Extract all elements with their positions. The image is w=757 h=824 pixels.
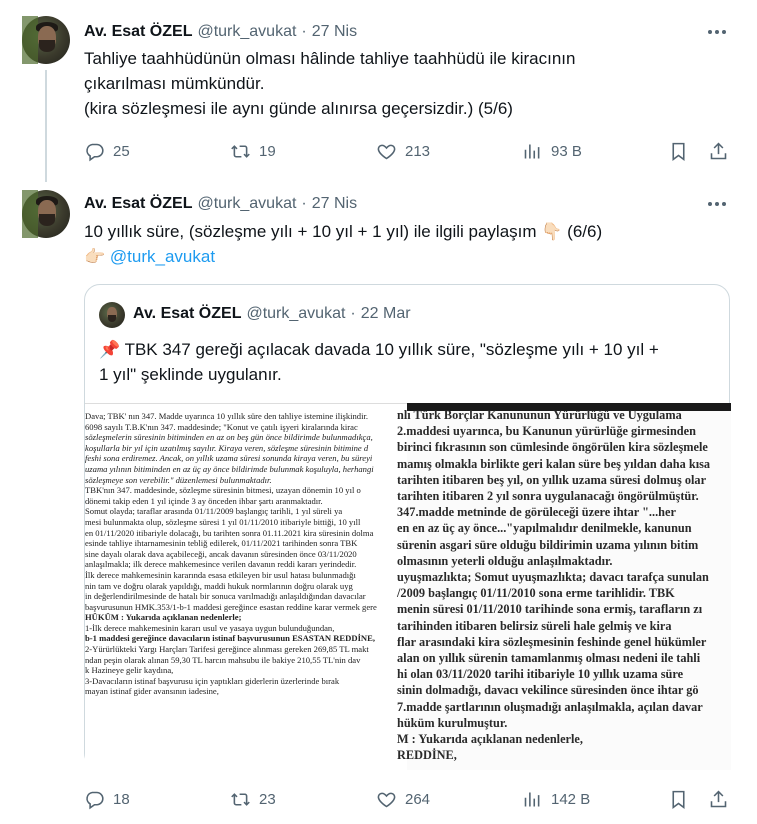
- document-text-line: 2.maddesi uyarınca, bu Kanunun yürürlüğe girmesinden: [397, 424, 696, 439]
- views-button[interactable]: [522, 789, 590, 810]
- quote-author-name: Av. Esat ÖZEL: [133, 305, 242, 322]
- document-text-line: sürenin asgari süre olduğu bildirimin uzama yılının bitim: [397, 537, 699, 552]
- document-text-line: TBK'nın 347. maddesinde, sözleşme süresinin bitmesi, uzayan dönemin 10 yıl o: [85, 485, 361, 496]
- document-text-line: hüküm kurulmuştur.: [397, 715, 508, 730]
- document-text-line: /2009 başlangıç 01/11/2010 sona erme tarihlidir. TBK: [397, 586, 675, 601]
- more-options-icon[interactable]: [707, 194, 727, 214]
- tweet-text-line: (kira sözleşmesi ile aynı günde alınırsa geçersizdir.) (5/6): [84, 99, 513, 118]
- quote-media[interactable]: [85, 403, 731, 770]
- document-text-line: koşullarla bir yıl için uzatılmış sayılır. Kiraya veren, sözleşme süresinin bitimine d: [85, 442, 369, 453]
- document-text-line: k Hazineye gelir kaydına,: [85, 665, 174, 676]
- reply-icon: [84, 789, 105, 810]
- analytics-icon: [522, 789, 543, 810]
- separator: ·: [301, 23, 307, 40]
- reply-count: 18: [113, 791, 130, 808]
- document-text-line: uyuşmazlıkta; Somut uyuşmazlıkta; davacı tarafça sunulan: [397, 570, 709, 585]
- court-document-image-left[interactable]: [85, 403, 407, 770]
- like-count: 213: [405, 143, 431, 160]
- document-text-line: mesi bulunmakta olup, sözleşme süresi 1 yıl 01/11/2010 itibariyle bittiği, 10 yıll: [85, 516, 361, 527]
- document-text-line: tarihinden itibaren belirsiz süreli hale gelmiş ve kira: [397, 618, 672, 633]
- tweet-text-line: çıkarılması mümkündür.: [84, 74, 265, 93]
- quote-avatar: [99, 302, 125, 328]
- reply-icon: [84, 141, 105, 162]
- author-name[interactable]: Av. Esat ÖZEL: [84, 23, 193, 40]
- share-button[interactable]: [708, 141, 729, 167]
- quote-text-line: 📌 TBK 347 gereği açılacak davada 10 yıllık süre, "sözleşme yılı + 10 yıl +: [99, 340, 659, 359]
- document-text-line: birinci fıkrasının son cümlesinde öngörülen kira sözleşmele: [397, 440, 708, 455]
- quote-author-handle: @turk_avukat: [246, 305, 346, 322]
- pointing-right-emoji: 👉🏻: [84, 247, 106, 266]
- like-button[interactable]: [376, 141, 430, 162]
- document-text-line: alan on yıllık sürenin tamamlanmış olması nedeni ile tahli: [397, 651, 701, 666]
- quote-date: 22 Mar: [360, 305, 411, 322]
- document-text-line: 347.madde metninde de görüleceği üzere ihtar "...her: [397, 505, 676, 520]
- quote-text: [99, 337, 719, 387]
- author-handle[interactable]: @turk_avukat: [197, 195, 297, 212]
- analytics-icon: [522, 141, 543, 162]
- quoted-tweet[interactable]: [84, 284, 730, 769]
- tweet-date[interactable]: 27 Nis: [311, 195, 358, 212]
- document-text-line: mayan istinaf gider avansının iadesine,: [85, 686, 219, 697]
- share-button[interactable]: [708, 789, 729, 815]
- document-text-line: sözleşmelerin süresinin bitiminden en az on beş gün önce bildirimde bulunmadıkça,: [85, 432, 373, 443]
- reply-button[interactable]: [84, 141, 130, 162]
- document-text-line: in değerlendirilmesinde de hatalı bir sonuca varılmadığı anlaşıldığından davacılar: [85, 591, 366, 602]
- document-text-line: sözleşmeye son verebilir." düzenlemesi bulunmaktadır.: [85, 474, 272, 485]
- document-text-line: 2-Yürürlükteki Yargı Harçları Tarifesi gereğince alınması gereken 269,85 TL makt: [85, 644, 369, 655]
- tweet-text-line: [84, 244, 714, 269]
- share-icon: [708, 141, 729, 162]
- tweet-6-of-6[interactable]: [0, 182, 757, 824]
- document-text-line: başvurusunun HMK.353/1-b-1 maddesi gereğince esastan reddine karar vermek gere: [85, 601, 377, 612]
- more-options-icon[interactable]: [707, 22, 727, 42]
- document-text-line: HÜKÜM : Yukarıda açıklanan nedenlerle;: [85, 612, 242, 623]
- tweet-5-of-6[interactable]: [0, 0, 757, 182]
- document-text-line: 3-Davacıların istinaf başvurusu için yaptıkları giderlerin üzerlerinde bırak: [85, 675, 340, 686]
- avatar[interactable]: [22, 16, 70, 64]
- document-text-line: en en az üç ay önce..."yapılmalıdır denilmekle, kanunun: [397, 521, 692, 536]
- document-text-line: feshi sona erdiremez. Ancak, on yıllık uzama süresi sonunda kiraya veren, bu süreyi: [85, 453, 373, 464]
- share-icon: [708, 789, 729, 810]
- repost-button[interactable]: [230, 141, 276, 162]
- tweet-actions: [84, 789, 730, 809]
- tweet-text: [84, 46, 714, 121]
- tweet-text-line: 10 yıllık süre, (sözleşme yılı + 10 yıl + 1 yıl) ile ilgili paylaşım 👇🏻 (6/6): [84, 222, 603, 241]
- mention-link[interactable]: @turk_avukat: [109, 247, 216, 266]
- bookmark-button[interactable]: [668, 141, 689, 167]
- document-text-line: esinde tahliye ihtarnamesinin tebliğ edilerek, 01/11/2021 tarihinden sonra TBK: [85, 538, 358, 549]
- document-text-line: hi olan 03/11/2020 tarihi itibariyle 10 yıllık uzama süre: [397, 667, 684, 682]
- document-text-line: tarihten itibaren 2 yıl sonra uygulanacağı öngörülmüştür.: [397, 489, 699, 504]
- reply-count: 25: [113, 143, 130, 160]
- document-text-line: sine dayalı olarak dava açabileceği, ancak davanın süresinden önce 03/11/2020: [85, 548, 357, 559]
- view-count: 93 B: [551, 143, 582, 160]
- document-text-line: REDDİNE,: [397, 748, 457, 763]
- like-count: 264: [405, 791, 431, 808]
- bookmark-button[interactable]: [668, 789, 689, 815]
- document-text-line: 1-İlk derece mahkemesinin kararı usul ve yasaya uygun bulunduğundan,: [85, 622, 335, 633]
- tweet-header: [84, 194, 357, 214]
- document-text-line: M : Yukarıda açıklanan nedenlerle,: [397, 732, 583, 747]
- view-count: 142 B: [551, 791, 591, 808]
- document-text-line: Somut olayda; taraflar arasında 01/11/2009 başlangıç tarihli, 1 yıl süreli ya: [85, 506, 343, 517]
- document-text-line: ndan peşin olarak alınan 59,30 TL harcın mahsubu ile bakiye 210,55 TL'nin dav: [85, 654, 361, 665]
- document-text-line: menin süresi 01/11/2010 tarihinde sona ermiş, tarafların zı: [397, 602, 703, 617]
- tweet-text-line: Tahliye taahhüdünün olması hâlinde tahliye taahhüdü ile kiracının: [84, 49, 576, 68]
- repost-icon: [230, 141, 251, 162]
- quote-text-line: 1 yıl" şeklinde uygulanır.: [99, 365, 282, 384]
- document-text-line: nin tam ve doğru olarak yapıldığı, maddi hukuk normlarının doğru olarak uyg: [85, 580, 353, 591]
- document-text-line: flar arasındaki kira sözleşmesinin feshinde genel hükümler: [397, 634, 707, 649]
- document-text-line: olmasının yeterli olduğu anlaşılmaktadır.: [397, 553, 613, 568]
- author-name[interactable]: Av. Esat ÖZEL: [84, 195, 193, 212]
- document-text-line: 7.madde şartlarının oluşmadığı anlaşılmakla, açılan davar: [397, 699, 703, 714]
- tweet-text: [84, 219, 714, 269]
- repost-icon: [230, 789, 251, 810]
- document-text-line: b-1 maddesi gereğince davacıların istinaf başvurusunun ESASTAN REDDİNE,: [85, 633, 376, 644]
- document-text-line: sinin dolmadığı, davacı vekilince süresinden önce ihtar gö: [397, 683, 699, 698]
- tweet-date[interactable]: 27 Nis: [311, 23, 358, 40]
- author-handle[interactable]: @turk_avukat: [197, 23, 297, 40]
- repost-count: 23: [259, 791, 276, 808]
- document-text-line: dönemi takip eden 1 yıl içinde 3 ay önceden ihbar şartı aranmaktadır.: [85, 495, 323, 506]
- court-document-image-right[interactable]: [397, 403, 731, 770]
- tweet-header: [84, 22, 357, 42]
- heart-icon: [376, 141, 397, 162]
- separator: ·: [301, 195, 307, 212]
- like-button[interactable]: [376, 789, 430, 810]
- document-text-line: en 01/11/2020 itibariyle dolacağı, bu tarihten sonra 01.11.2021 kira süresinin dolma: [85, 527, 374, 538]
- quote-header: [133, 305, 411, 323]
- avatar[interactable]: [22, 190, 70, 238]
- document-text-line: mamış olmakla birlikte geri kalan süre beş yıldan daha kısa: [397, 456, 711, 471]
- document-text-line: anlaşılmakla; ilk derece mahkemesince verilen davanın reddi kararı yerindedir.: [85, 559, 357, 570]
- separator: ·: [350, 305, 356, 322]
- repost-count: 19: [259, 143, 276, 160]
- reply-button[interactable]: [84, 789, 130, 810]
- document-text-line: İlk derece mahkemesinin kararında esasa etkileyen bir usul hatası bulunmadığı: [85, 569, 356, 580]
- tweet-actions: [84, 141, 730, 161]
- heart-icon: [376, 789, 397, 810]
- bookmark-icon: [668, 789, 689, 810]
- document-text-line: Dava; TBK' nın 347. Madde uyarınca 10 yıllık süre den tahliye istemine ilişkindir.: [85, 411, 369, 421]
- document-text-line: tarihten itibaren beş yıl, on yıllık uzama süresi dolmuş olar: [397, 472, 707, 487]
- repost-button[interactable]: [230, 789, 276, 810]
- document-text-line: 6098 sayılı T.B.K'nın 347. maddesinde; "Konut ve çatılı işyeri kiralarında kirac: [85, 421, 358, 432]
- bookmark-icon: [668, 141, 689, 162]
- views-button[interactable]: [522, 141, 582, 162]
- document-text-line: nlı Türk Borçlar Kanununun Yürürlüğü ve Uygulama: [397, 408, 682, 422]
- document-text-line: uzama yılının bitiminden en az üç ay önce bildirimde bulunmak koşuluyla, herhangi: [85, 463, 374, 474]
